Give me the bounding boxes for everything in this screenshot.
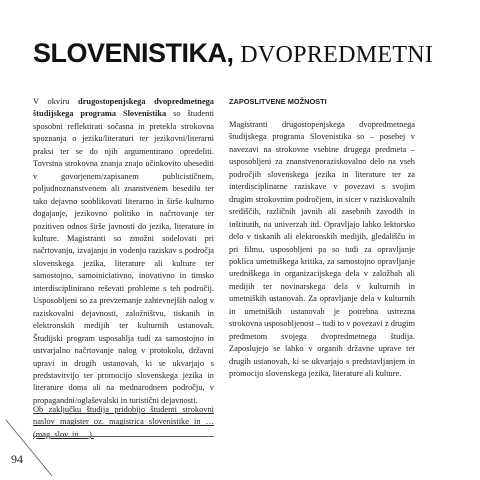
footnote-text: Ob zaključku študija pridobijo študenti strokovni naslov magister oz. magistrica slovenistike in … (mag. slov. in …). [33,405,214,439]
intro-before: V okviru [33,97,79,106]
employment-heading: ZAPOSLITVENE MOŽNOSTI [229,97,327,106]
title-light: DVOPREDMETNI [240,42,434,68]
page-title [33,38,433,70]
page-number: 94 [11,452,23,466]
title-bold: SLOVENISTIKA, [33,38,234,68]
left-column [33,96,214,407]
employment-paragraph: Magistranti drugostopenjskega dvopredmetnega študijskega programa Slovenistika so – posebej v navezavi na strokovne vsebine drugega predmeta – usposobljeni za znanstvenoraziskovalno delo na vseh področjih slovenskega jezika in literature ter za interdisciplinarne raziskave v povezavi s svojim drugim strokovnim področjem, in sicer v raziskovalnih središčih, različnih javnih ali zasebnih zavodih in inštitutih, na univerzah itd. Opravljajo lahko lektorsko delo v tiskanih ali elektronskih medijih, gledališču in pri filmu, usposobljeni pa so tudi za opravljanje poklica umetniškega kritika, za samostojno opravljanje uredniškega in organizacijskega dela v založbah ali medijih ter novinarskega dela v kulturnih in umetniških ustanovah. Za opravljanje dela v kulturnih in umetniških ustanovah je potrebna ustrezna strokovna usposobljenost – tudi to v povezavi z drugim predmetom svojega dvopredmetnega študija. Zaposlujejo se lahko v organih državne uprave ter drugih ustanovah, ki se ukvarjajo s predstavljanjem in promocijo slovenskega jezika, literature ali kulture. [229,120,415,379]
folio-divider [33,436,214,437]
right-column [229,96,415,381]
program-name: drugostopenjskega dvopredmetnega študijskega programa Slovenistika [33,97,214,119]
footnote [33,404,214,439]
intro-paragraph [33,96,214,407]
intro-after: so študenti sposobni reflektirati sočasna in pretekla strokovna spoznanja o jeziku/literaturi ter jezikovni/literarni praksi ter se do njih argumentirano opredeliti. Tovrstna strokovna znanja znajo učinkovito ubesediti v govorjenem/zapisanem publicističnem, poljudnoznanstvenem ali znanstvenem besedilu ter tako dejavno sooblikovati literarno in širše kulturno dogajanje, jezikovno politiko in načrtovanje ter pozitiven odnos širše javnosti do jezika, literature in kulture. Magistranti so zmožni sodelovati pri načrtovanju, izvajanju in vodenju raziskav s področja slovenskega jezika, literature ali kulture ter samostojno, samoiniciativno, inovativno in timsko interdisciplinirano reševati probleme s teh področij. Usposobljeni so za prevzemanje zahtevnejših nalog v raziskovalni dejavnosti, založništvu, tiskanih in elektronskih medijih ter kulturnih ustanovah. Študijski program usposablja tudi za samostojno in ustvarjalno načrtovanje nalog v protokolu, državni upravi in drugih ustanovah, ki se ukvarjajo s predstavitvijo ter promocijo slovenskega jezika in literature doma ali na mednarodnem področju, v propagandni/oglaševalski in turistični dejavnosti. [33,109,214,405]
